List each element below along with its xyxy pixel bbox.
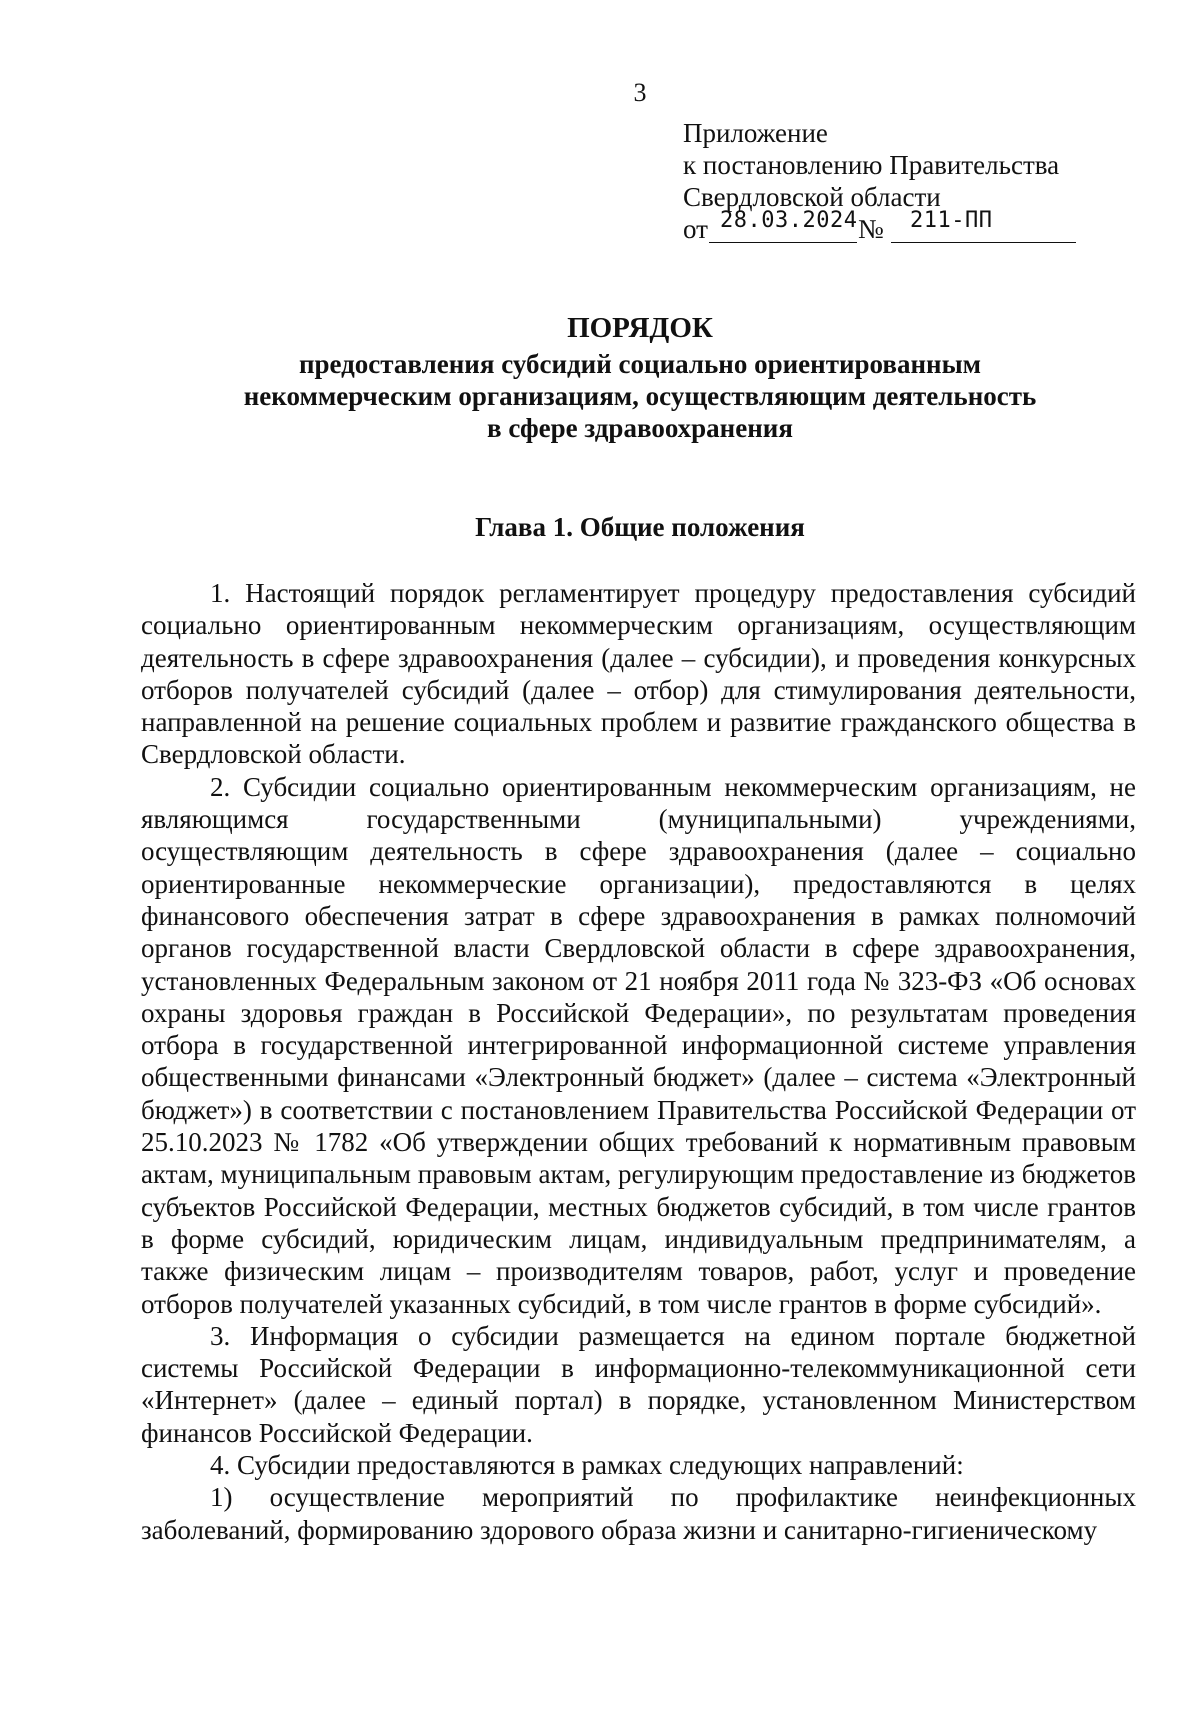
title-main: ПОРЯДОК <box>567 312 713 344</box>
title-line-1: предоставления субсидий социально ориентированным <box>298 349 982 379</box>
chapter-heading: Глава 1. Общие положения <box>475 512 805 542</box>
decree-date: 28.03.2024 <box>720 208 858 233</box>
appendix-line-1: Приложение <box>683 118 828 148</box>
number-sign: № <box>858 214 884 244</box>
title-line-3: в сфере здравоохранения <box>487 413 793 443</box>
paragraph: 1. Настоящий порядок регламентирует процедуру предоставления субсидий социально ориентированным некоммерческим организациям, осуществляющим деятельность в сфере здравоохранения (далее – субсидии), и проведения конкурсных отборов получателей субсидий (далее – отбор) для стимулирования деятельности, направленной на решение социальных проблем и развитие гражданского общества в Свердловской области. <box>141 578 1136 770</box>
date-prefix: от <box>683 214 708 244</box>
paragraph: 1) осуществление мероприятий по профилактике неинфекционных заболеваний, формированию здорового образа жизни и санитарно-гигиеническому <box>141 1482 1136 1545</box>
appendix-date-line <box>683 208 1143 245</box>
decree-number: 211-ПП <box>910 208 993 233</box>
appendix-header <box>683 117 1143 245</box>
paragraph: 3. Информация о субсидии размещается на едином портале бюджетной системы Российской Федерации в информационно-телекоммуникационной сети «Интернет» (далее – единый портал) в порядке, установленном Министерством финансов Российской Федерации. <box>141 1320 1136 1448</box>
page-number: 3 <box>633 78 647 107</box>
appendix-line-2: к постановлению Правительства <box>683 150 1060 180</box>
paragraph: 4. Субсидии предоставляются в рамках следующих направлений: <box>210 1450 964 1481</box>
document-title <box>0 312 1200 444</box>
body-text <box>141 577 1136 1546</box>
paragraph: 2. Субсидии социально ориентированным некоммерческим организациям, не являющимся государственными (муниципальными) учреждениями, осуществляющим деятельность в сфере здравоохранения (далее – социально ориентированные некоммерческие организации), предоставляются в целях финансового обеспечения затрат в сфере здравоохранения в рамках полномочий органов государственной власти Свердловской области в сфере здравоохранения, установленных Федеральным законом от 21 ноября 2011 года № 323-ФЗ «Об основах охраны здоровья граждан в Российской Федерации», по результатам проведения отбора в государственной интегрированной информационной системе управления общественными финансами «Электронный бюджет» (далее – система «Электронный бюджет») в соответствии с постановлением Правительства Российской Федерации от 25.10.2023 № 1782 «Об утверждении общих требований к нормативным правовым актам, муниципальным правовым актам, регулирующим предоставление из бюджетов субъектов Российской Федерации, местных бюджетов субсидий, в том числе грантов в форме субсидий, юридическим лицам, индивидуальным предпринимателям, а также физическим лицам – производителям товаров, работ, услуг и проведение отборов получателей указанных субсидий, в том числе грантов в форме субсидий». <box>141 771 1136 1319</box>
title-line-2: некоммерческим организациям, осуществляющим деятельность <box>243 381 1037 411</box>
appendix-line-3: Свердловской области <box>683 182 941 212</box>
